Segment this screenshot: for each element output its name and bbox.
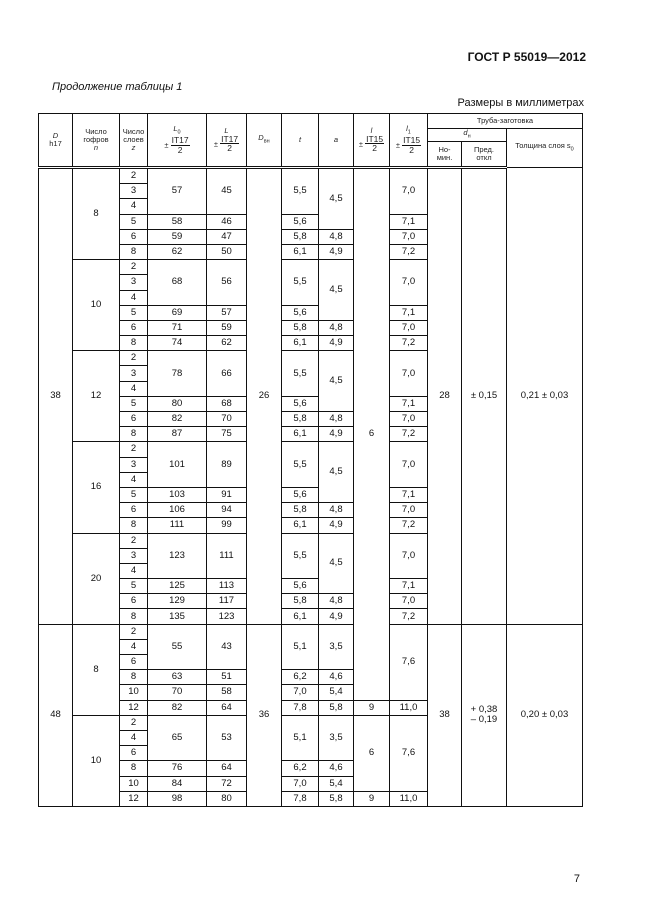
- cell-z: 6: [120, 503, 148, 518]
- cell-l: 62: [207, 336, 247, 351]
- cell-l0: 135: [148, 609, 207, 624]
- cell-t: 6,1: [282, 336, 319, 351]
- cell-t: 5,5: [282, 533, 319, 579]
- cell-l: 123: [207, 609, 247, 624]
- cell-l1: 7,6: [390, 715, 428, 791]
- cell-dvn: 26: [247, 168, 282, 625]
- cell-t: 5,8: [282, 594, 319, 609]
- cell-l: 59: [207, 320, 247, 335]
- cell-l1: 7,1: [390, 214, 428, 229]
- cell-t: 5,6: [282, 579, 319, 594]
- cell-t: 5,8: [282, 320, 319, 335]
- table-row: [39, 624, 583, 639]
- cell-l1: 7,2: [390, 518, 428, 533]
- cell-a: 4,9: [319, 518, 354, 533]
- cell-l0: 55: [148, 624, 207, 670]
- cell-z: 5: [120, 487, 148, 502]
- cell-l: 70: [207, 412, 247, 427]
- cell-l0: 82: [148, 412, 207, 427]
- cell-l: 9: [354, 791, 390, 806]
- cell-l1: 7,0: [390, 168, 428, 215]
- cell-n: 10: [73, 715, 120, 806]
- units-note: Размеры в миллиметрах: [457, 97, 584, 109]
- cell-l1: 11,0: [390, 700, 428, 715]
- cell-z: 5: [120, 214, 148, 229]
- cell-t: 5,1: [282, 624, 319, 670]
- cell-a: 4,9: [319, 427, 354, 442]
- col-header-l: L ± $\frac{IT17}{2}$: [207, 114, 247, 168]
- cell-pred: + 0,38 – 0,19: [462, 624, 507, 806]
- cell-l0: 59: [148, 229, 207, 244]
- table-row: [39, 168, 583, 184]
- cell-l1: 7,0: [390, 351, 428, 397]
- cell-n: 8: [73, 168, 120, 260]
- cell-t: 5,8: [282, 412, 319, 427]
- cell-l0: 106: [148, 503, 207, 518]
- cell-l: 80: [207, 791, 247, 806]
- cell-z: 4: [120, 381, 148, 396]
- cell-l: 6: [354, 168, 390, 701]
- cell-l1: 7,6: [390, 624, 428, 700]
- cell-l: 64: [207, 700, 247, 715]
- cell-l: 72: [207, 776, 247, 791]
- cell-z: 2: [120, 168, 148, 184]
- cell-t: 5,8: [282, 503, 319, 518]
- cell-a: 3,5: [319, 624, 354, 670]
- cell-l0: 63: [148, 670, 207, 685]
- cell-z: 3: [120, 366, 148, 381]
- cell-z: 2: [120, 260, 148, 275]
- cell-l0: 84: [148, 776, 207, 791]
- cell-a: 4,6: [319, 670, 354, 685]
- cell-z: 4: [120, 563, 148, 578]
- cell-z: 6: [120, 229, 148, 244]
- cell-l0: 71: [148, 320, 207, 335]
- cell-l: 89: [207, 442, 247, 488]
- dimensions-table: [38, 113, 583, 807]
- col-header-d: D h17: [39, 114, 73, 168]
- cell-l0: 74: [148, 336, 207, 351]
- cell-l: 117: [207, 594, 247, 609]
- cell-a: 4,9: [319, 244, 354, 259]
- cell-l0: 123: [148, 533, 207, 579]
- cell-l0: 103: [148, 487, 207, 502]
- col-header-l0: $L_0$ ± $\frac{IT17}{2}$: [148, 114, 207, 168]
- cell-a: 4,8: [319, 320, 354, 335]
- cell-t: 5,8: [282, 229, 319, 244]
- cell-z: 10: [120, 776, 148, 791]
- cell-l1: 7,2: [390, 609, 428, 624]
- cell-a: 4,5: [319, 442, 354, 503]
- cell-t: 6,2: [282, 761, 319, 776]
- cell-z: 4: [120, 290, 148, 305]
- cell-z: 2: [120, 624, 148, 639]
- cell-a: 3,5: [319, 715, 354, 761]
- cell-a: 4,5: [319, 260, 354, 321]
- cell-a: 4,5: [319, 533, 354, 594]
- cell-t: 5,1: [282, 715, 319, 761]
- cell-t: 5,5: [282, 442, 319, 488]
- cell-a: 4,8: [319, 594, 354, 609]
- col-header-nominal: Но- мин.: [428, 142, 462, 168]
- cell-t: 6,2: [282, 670, 319, 685]
- cell-d: 38: [39, 168, 73, 625]
- cell-z: 8: [120, 761, 148, 776]
- cell-l0: 70: [148, 685, 207, 700]
- cell-n: 16: [73, 442, 120, 533]
- cell-l0: 78: [148, 351, 207, 397]
- cell-z: 8: [120, 336, 148, 351]
- cell-l: 94: [207, 503, 247, 518]
- cell-l0: 98: [148, 791, 207, 806]
- cell-l0: 68: [148, 260, 207, 306]
- cell-l0: 111: [148, 518, 207, 533]
- col-header-z: Число слоев z: [120, 114, 148, 168]
- cell-l1: 7,1: [390, 487, 428, 502]
- cell-a: 4,9: [319, 609, 354, 624]
- cell-a: 5,8: [319, 791, 354, 806]
- cell-l0: 80: [148, 396, 207, 411]
- cell-t: 5,6: [282, 396, 319, 411]
- cell-t: 6,1: [282, 244, 319, 259]
- col-header-dvn: $D_{вн}$: [247, 114, 282, 168]
- cell-l0: 69: [148, 305, 207, 320]
- cell-z: 5: [120, 305, 148, 320]
- cell-t: 5,6: [282, 487, 319, 502]
- cell-nom: 28: [428, 168, 462, 625]
- cell-t: 6,1: [282, 609, 319, 624]
- cell-t: 5,5: [282, 168, 319, 215]
- cell-l: 53: [207, 715, 247, 761]
- cell-n: 12: [73, 351, 120, 442]
- cell-l1: 7,2: [390, 336, 428, 351]
- cell-l1: 7,0: [390, 533, 428, 579]
- cell-l: 64: [207, 761, 247, 776]
- cell-l1: 7,2: [390, 427, 428, 442]
- cell-z: 8: [120, 670, 148, 685]
- cell-z: 5: [120, 579, 148, 594]
- cell-l: 9: [354, 700, 390, 715]
- cell-a: 4,6: [319, 761, 354, 776]
- cell-z: 10: [120, 685, 148, 700]
- cell-l: 57: [207, 305, 247, 320]
- cell-z: 2: [120, 715, 148, 730]
- cell-a: 4,5: [319, 351, 354, 412]
- cell-z: 12: [120, 791, 148, 806]
- cell-z: 2: [120, 351, 148, 366]
- col-header-thickness: Толщина слоя $s_0$: [507, 129, 583, 168]
- cell-pred: ± 0,15: [462, 168, 507, 625]
- cell-l: 113: [207, 579, 247, 594]
- cell-a: 4,5: [319, 168, 354, 230]
- cell-l1: 7,0: [390, 320, 428, 335]
- cell-t: 5,5: [282, 260, 319, 306]
- col-header-deviation: Пред. откл: [462, 142, 507, 168]
- cell-z: 3: [120, 548, 148, 563]
- cell-l1: 7,0: [390, 260, 428, 306]
- cell-t: 7,0: [282, 776, 319, 791]
- cell-z: 2: [120, 442, 148, 457]
- cell-l0: 57: [148, 168, 207, 215]
- cell-l0: 58: [148, 214, 207, 229]
- cell-t: 6,1: [282, 518, 319, 533]
- cell-t: 7,0: [282, 685, 319, 700]
- cell-l: 51: [207, 670, 247, 685]
- cell-l1: 7,0: [390, 412, 428, 427]
- cell-l0: 62: [148, 244, 207, 259]
- cell-thick: 0,20 ± 0,03: [507, 624, 583, 806]
- cell-l: 45: [207, 168, 247, 215]
- cell-z: 6: [120, 655, 148, 670]
- cell-z: 5: [120, 396, 148, 411]
- col-header-tube: Труба-заготовка: [428, 114, 583, 129]
- cell-t: 5,6: [282, 214, 319, 229]
- col-header-n: Число гофров n: [73, 114, 120, 168]
- col-header-l1: $l_1$ ± $\frac{IT15}{2}$: [390, 114, 428, 168]
- cell-l0: 76: [148, 761, 207, 776]
- cell-l: 56: [207, 260, 247, 306]
- cell-t: 7,8: [282, 791, 319, 806]
- cell-l0: 129: [148, 594, 207, 609]
- cell-l: 66: [207, 351, 247, 397]
- cell-l1: 7,0: [390, 503, 428, 518]
- cell-l: 75: [207, 427, 247, 442]
- cell-z: 3: [120, 184, 148, 199]
- cell-t: 5,5: [282, 351, 319, 397]
- cell-l: 68: [207, 396, 247, 411]
- cell-z: 8: [120, 609, 148, 624]
- cell-l1: 7,1: [390, 305, 428, 320]
- cell-l: 58: [207, 685, 247, 700]
- cell-z: 8: [120, 518, 148, 533]
- col-header-a: a: [319, 114, 354, 168]
- cell-a: 4,8: [319, 229, 354, 244]
- cell-l1: 7,2: [390, 244, 428, 259]
- cell-z: 8: [120, 427, 148, 442]
- cell-l1: 7,0: [390, 229, 428, 244]
- col-header-l-small: l ± $\frac{IT15}{2}$: [354, 114, 390, 168]
- cell-l1: 7,1: [390, 396, 428, 411]
- cell-t: 6,1: [282, 427, 319, 442]
- cell-z: 4: [120, 199, 148, 214]
- cell-l: 6: [354, 715, 390, 791]
- cell-a: 4,9: [319, 336, 354, 351]
- cell-l: 50: [207, 244, 247, 259]
- table-caption: Продолжение таблицы 1: [52, 81, 183, 93]
- cell-z: 2: [120, 533, 148, 548]
- standard-number: ГОСТ Р 55019—2012: [467, 50, 586, 64]
- cell-l1: 7,0: [390, 442, 428, 488]
- cell-l0: 82: [148, 700, 207, 715]
- cell-a: 5,8: [319, 700, 354, 715]
- cell-l: 111: [207, 533, 247, 579]
- cell-d: 48: [39, 624, 73, 806]
- cell-thick: 0,21 ± 0,03: [507, 168, 583, 625]
- cell-dvn: 36: [247, 624, 282, 806]
- cell-l: 47: [207, 229, 247, 244]
- col-header-dn: $d_н$: [428, 129, 507, 142]
- col-header-t: t: [282, 114, 319, 168]
- cell-a: 4,8: [319, 412, 354, 427]
- cell-n: 8: [73, 624, 120, 715]
- cell-z: 12: [120, 700, 148, 715]
- cell-z: 4: [120, 472, 148, 487]
- cell-t: 7,8: [282, 700, 319, 715]
- cell-n: 10: [73, 260, 120, 351]
- cell-z: 6: [120, 746, 148, 761]
- cell-l1: 7,1: [390, 579, 428, 594]
- cell-z: 6: [120, 412, 148, 427]
- cell-z: 4: [120, 730, 148, 745]
- cell-l: 43: [207, 624, 247, 670]
- cell-nom: 38: [428, 624, 462, 806]
- cell-z: 8: [120, 244, 148, 259]
- cell-z: 4: [120, 639, 148, 654]
- cell-n: 20: [73, 533, 120, 624]
- cell-l0: 65: [148, 715, 207, 761]
- cell-z: 3: [120, 457, 148, 472]
- cell-l: 46: [207, 214, 247, 229]
- cell-l0: 101: [148, 442, 207, 488]
- cell-z: 3: [120, 275, 148, 290]
- cell-a: 5,4: [319, 776, 354, 791]
- cell-l0: 125: [148, 579, 207, 594]
- cell-l: 99: [207, 518, 247, 533]
- cell-a: 5,4: [319, 685, 354, 700]
- table-body: [39, 168, 583, 807]
- cell-z: 6: [120, 594, 148, 609]
- cell-l: 91: [207, 487, 247, 502]
- page-number: 7: [573, 873, 580, 885]
- cell-l1: 7,0: [390, 594, 428, 609]
- cell-l0: 87: [148, 427, 207, 442]
- cell-l1: 11,0: [390, 791, 428, 806]
- cell-t: 5,6: [282, 305, 319, 320]
- cell-a: 4,8: [319, 503, 354, 518]
- cell-z: 6: [120, 320, 148, 335]
